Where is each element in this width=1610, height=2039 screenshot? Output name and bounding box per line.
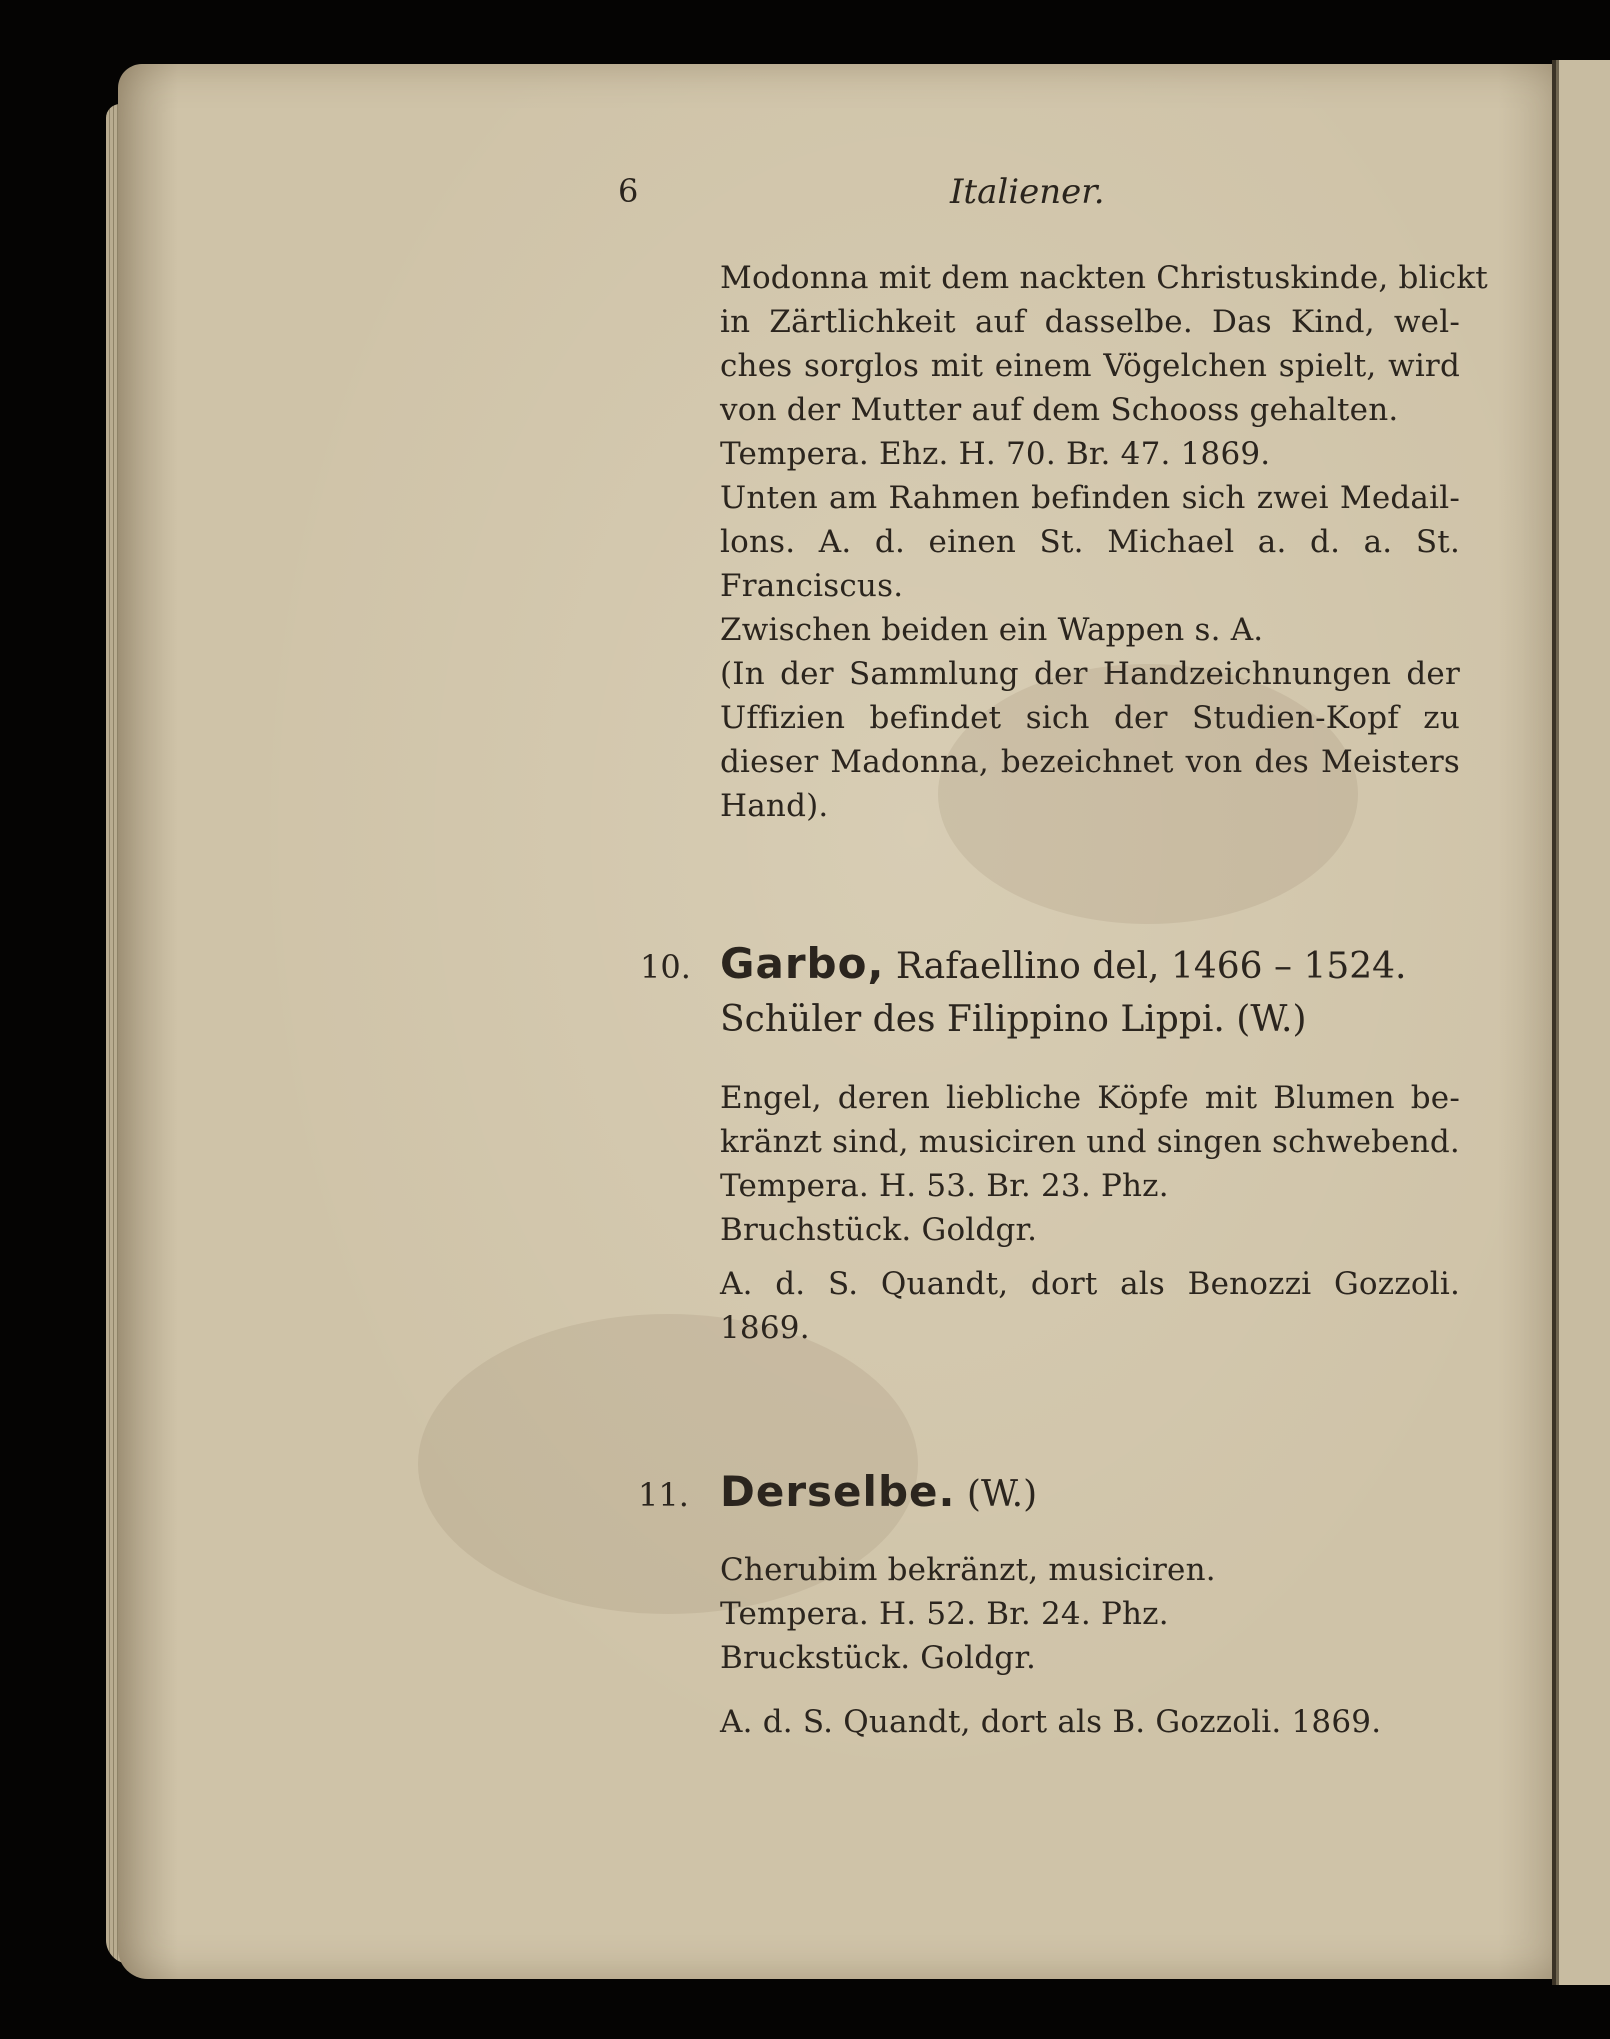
- text-line: lons. A. d. einen St. Michael a. d. a. St.: [720, 524, 1460, 560]
- artist-name: Garbo,: [720, 939, 885, 988]
- text-line: Unten am Rahmen befinden sich zwei Medail-: [720, 480, 1460, 516]
- text-line: Zwischen beiden ein Wappen s. A.: [720, 612, 1264, 648]
- entry-description: [720, 1076, 1460, 1252]
- running-title: Italiener.: [950, 172, 1105, 212]
- text-line: Bruckstück. Goldgr.: [720, 1640, 1036, 1676]
- text-line: Bruchstück. Goldgr.: [720, 1212, 1038, 1248]
- entry-provenance: [720, 1262, 1460, 1350]
- artist-details: Rafaellino del, 1466 – 1524.: [895, 946, 1407, 987]
- text-line: Engel, deren liebliche Köpfe mit Blumen be-: [720, 1080, 1460, 1116]
- text-line: von der Mutter auf dem Schooss gehalten.: [720, 392, 1399, 428]
- entry-provenance: [720, 1700, 1460, 1744]
- text-line: Tempera. H. 53. Br. 23. Phz.: [720, 1168, 1169, 1204]
- text-line: Hand).: [720, 788, 829, 824]
- artist-details: (W.): [966, 1474, 1038, 1515]
- text-line: A. d. S. Quandt, dort als Benozzi Gozzoli.: [720, 1266, 1460, 1302]
- text-line: Uffizien befindet sich der Studien-Kopf zu: [720, 700, 1460, 736]
- text-line: Franciscus.: [720, 568, 904, 604]
- text-line: Tempera. Ehz. H. 70. Br. 47. 1869.: [720, 436, 1271, 472]
- adjacent-page: [1556, 60, 1610, 1985]
- entry-description: [720, 1548, 1460, 1680]
- text-line: in Zärtlichkeit auf dasselbe. Das Kind, wel-: [720, 304, 1460, 340]
- entry-heading: [720, 1468, 1037, 1519]
- entry-number: 10.: [640, 948, 691, 986]
- text-line: kränzt sind, musiciren und singen schwebend.: [720, 1124, 1460, 1160]
- entry-number: 11.: [638, 1476, 689, 1514]
- intro-paragraph: [720, 256, 1488, 828]
- page-number: 6: [618, 172, 639, 210]
- text-line: ches sorglos mit einem Vögelchen spielt, wird: [720, 348, 1460, 384]
- text-line: Cherubim bekränzt, musiciren.: [720, 1552, 1216, 1588]
- text-line: 1869.: [720, 1310, 810, 1346]
- text-line: Tempera. H. 52. Br. 24. Phz.: [720, 1596, 1169, 1632]
- subtitle-text: Schüler des Filippino Lippi. (W.): [720, 999, 1307, 1040]
- artist-name: Derselbe.: [720, 1467, 956, 1516]
- text-line: dieser Madonna, bezeichnet von des Meisters: [720, 744, 1460, 780]
- entry-subtitle: [720, 996, 1307, 1044]
- text-line: (In der Sammlung der Handzeichnungen der: [720, 656, 1460, 692]
- text-line: Modonna mit dem nackten Christuskinde, blickt: [720, 260, 1488, 296]
- entry-heading: [720, 940, 1407, 991]
- text-line: A. d. S. Quandt, dort als B. Gozzoli. 1869.: [720, 1704, 1382, 1740]
